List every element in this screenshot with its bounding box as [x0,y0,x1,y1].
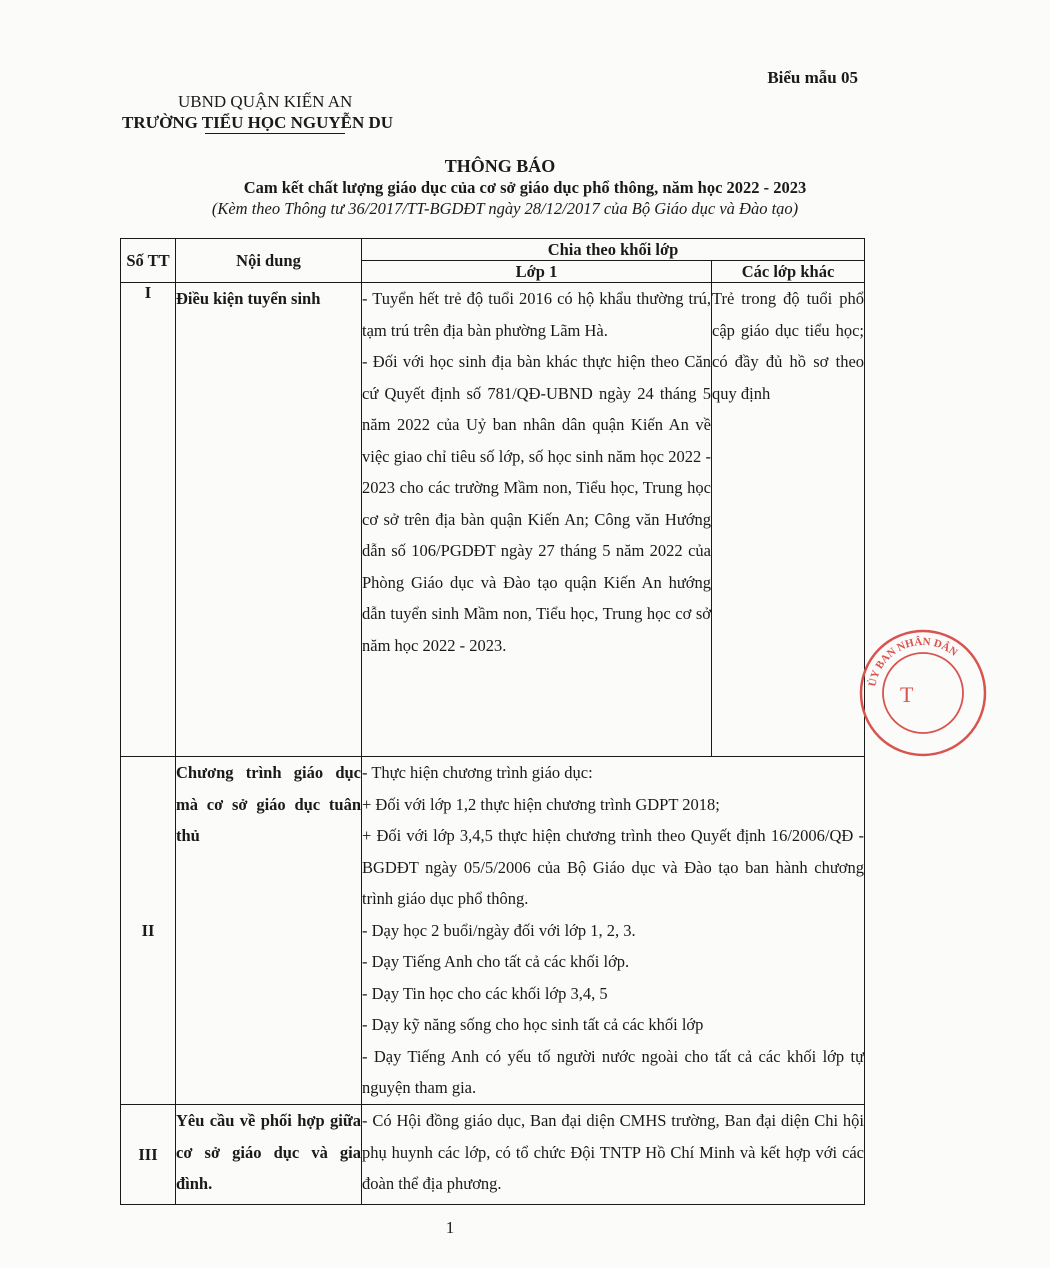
content-item: + Đối với lớp 1,2 thực hiện chương trình GDPT 2018; [362,794,720,814]
content-item: - Dạy Tiếng Anh có yếu tố người nước ngoài cho tất cả các khối lớp tự nguyện tham gia. [362,1046,865,1097]
row-number: III [121,1105,176,1205]
table-row [121,1105,865,1205]
row-grade1-content [362,283,712,757]
notice-title: THÔNG BÁO [444,156,556,176]
table-row [121,283,865,757]
notice-subtitle: Cam kết chất lượng giáo dục của cơ sở giáo dục phổ thông, năm học 2022 - 2023 [243,178,807,197]
header-by-grade: Chia theo khối lớp [362,239,865,261]
official-stamp-icon [858,628,988,758]
content-item: - Dạy Tin học cho các khối lớp 3,4, 5 [362,983,608,1003]
header-stt: Số TT [121,239,176,283]
page-number: 1 [445,1218,455,1237]
content-item: - Có Hội đồng giáo dục, Ban đại diện CMHS trường, Ban đại diện Chi hội phụ huynh các lớp, có tổ chức Đội TNTP Hồ Chí Minh và kết hợp với các đoàn thể địa phương. [362,1111,865,1193]
row-label: Điều kiện tuyển sinh [176,283,362,757]
organization-district: UBND QUẬN KIẾN AN [178,92,353,111]
commitment-table [120,238,865,1205]
stamp-center-text: T [900,682,914,707]
content-item: - Dạy kỹ năng sống cho học sinh tất cả các khối lớp [362,1015,704,1034]
header-other-grades: Các lớp khác [712,261,865,283]
content-item: - Đối với học sinh địa bàn khác thực hiện theo Căn cứ Quyết định số 781/QĐ-UBND ngày 24 tháng 5 năm 2022 của Uỷ ban nhân dân quận Kiến An về việc giao chỉ tiêu số lớp, số học sinh năm học 2022 - 2023 cho các trường Mầm non, Tiểu học, Trung học cơ sở trên địa bàn quận Kiến An; Công văn Hướng dẫn số 106/PGDĐT ngày 27 tháng 5 năm 2022 của Phòng Giáo dục và Đào tạo quận Kiến An hướng dẫn tuyển sinh Mầm non, Tiểu học, Trung học cơ sở năm học 2022 - 2023. [362,352,711,655]
row-merged-content [362,757,865,1105]
row-number: I [121,283,176,757]
header-underline [205,133,345,134]
row-label: Chương trình giáo dục mà cơ sở giáo dục tuân thủ [176,757,362,1105]
table-row [121,757,865,1105]
row-other-content: Trẻ trong độ tuổi phổ cập giáo dục tiểu học; có đầy đủ hồ sơ theo quy định [712,283,865,757]
header-grade1: Lớp 1 [362,261,712,283]
stamp-ring-text: ỦY BAN NHÂN DÂN [866,635,960,688]
notice-reference: (Kèm theo Thông tư 36/2017/TT-BGDĐT ngày 28/12/2017 của Bộ Giáo dục và Đào tạo) [211,199,799,218]
content-item: - Dạy học 2 buổi/ngày đối với lớp 1, 2, 3. [362,920,636,940]
content-item: - Thực hiện chương trình giáo dục: [362,763,593,782]
organization-school: TRƯỜNG TIỂU HỌC NGUYỄN DU [122,113,394,132]
row-merged-content [362,1105,865,1205]
row-label: Yêu cầu về phối hợp giữa cơ sở giáo dục và gia đình. [176,1105,362,1205]
header-content: Nội dung [176,239,362,283]
form-number: Biểu mẫu 05 [767,68,858,87]
content-item: + Đối với lớp 3,4,5 thực hiện chương trình theo Quyết định 16/2006/QĐ - BGDĐT ngày 05/5/2006 của Bộ Giáo dục và Đào tạo ban hành chương trình giáo dục phổ thông. [362,826,865,908]
content-item: - Tuyển hết trẻ độ tuổi 2016 có hộ khẩu thường trú, tạm trú trên địa bàn phường Lãm Hà. [362,289,711,340]
row-number: II [121,757,176,1105]
content-item: - Dạy Tiếng Anh cho tất cả các khối lớp. [362,952,630,971]
